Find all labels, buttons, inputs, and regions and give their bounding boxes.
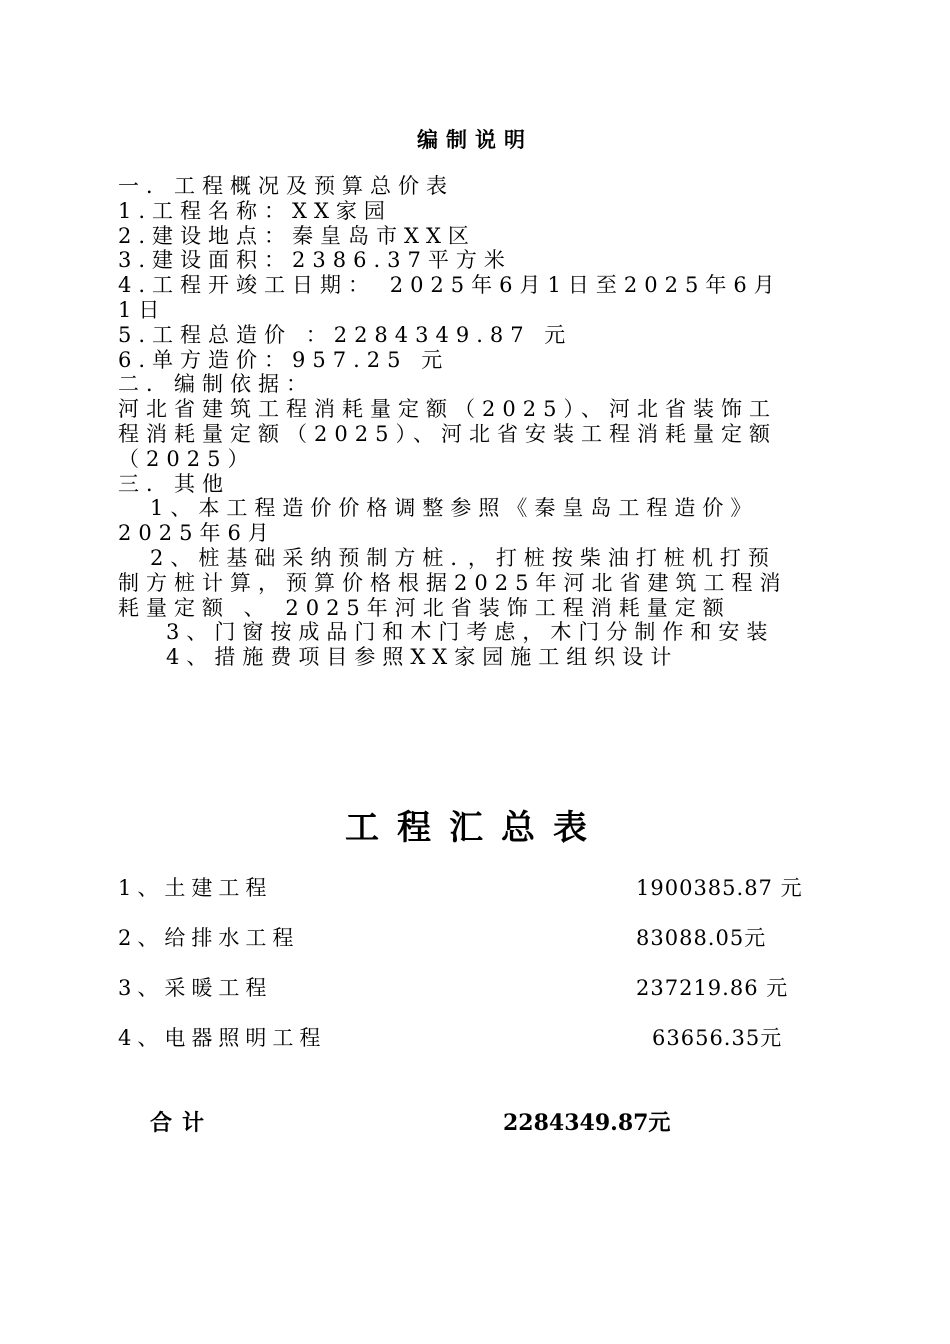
summary-item-amount: 63656.35元 — [652, 1026, 783, 1050]
basis-paragraph: 河北省建筑工程消耗量定额（2025）、河北省装饰工程消耗量定额（2025）、河北省安装工程消耗量定额（2025） — [118, 397, 777, 471]
description-body — [118, 174, 798, 670]
project-dates-line: 4.工程开竣工日期： 2025年6月1日至2025年6月1日 — [118, 273, 782, 322]
summary-item-label: 3、采暖工程 — [118, 976, 273, 1000]
summary-item-label: 2、给排水工程 — [118, 926, 300, 950]
note-1: 1、本工程造价价格调整参照《秦皇岛工程造价》2025年6月 — [118, 496, 759, 546]
project-name-line: 1.工程名称：XX家园 — [118, 198, 392, 223]
summary-item-amount: 1900385.87 元 — [636, 876, 803, 900]
unit-cost-line: 6.单方造价：957.25 元 — [118, 347, 450, 372]
section-heading-other: 三．其他 — [118, 471, 230, 496]
total-cost-line: 5.工程总造价 ：2284349.87 元 — [118, 322, 573, 347]
section-heading-overview: 一．工程概况及预算总价表 — [118, 174, 454, 198]
page-title: 编制说明 — [417, 127, 533, 152]
note-3: 3、门窗按成品门和木门考虑，木门分制作和安装 — [166, 620, 775, 645]
summary-title: 工程汇总表 — [345, 808, 605, 848]
total-label: 合计 — [150, 1110, 215, 1136]
summary-item-label: 4、电器照明工程 — [118, 1026, 327, 1050]
section-heading-basis: 二．编制依据： — [118, 372, 314, 397]
total-amount: 2284349.87元 — [503, 1110, 671, 1136]
summary-item-amount: 237219.86 元 — [636, 976, 789, 1000]
project-area-line: 3.建设面积：2386.37平方米 — [118, 248, 512, 273]
summary-item-label: 1、土建工程 — [118, 876, 273, 900]
project-location-line: 2.建设地点：秦皇岛市XX区 — [118, 223, 476, 248]
summary-item-amount: 83088.05元 — [636, 926, 767, 950]
note-4: 4、措施费项目参照XX家园施工组织设计 — [166, 645, 679, 670]
note-2: 2、桩基础采纳预制方桩．，打桩按柴油打桩机打预制方桩计算，预算价格根据2025年河北省建筑工程消耗量定额 、 2025年河北省装饰工程消耗量定额 — [118, 545, 788, 620]
